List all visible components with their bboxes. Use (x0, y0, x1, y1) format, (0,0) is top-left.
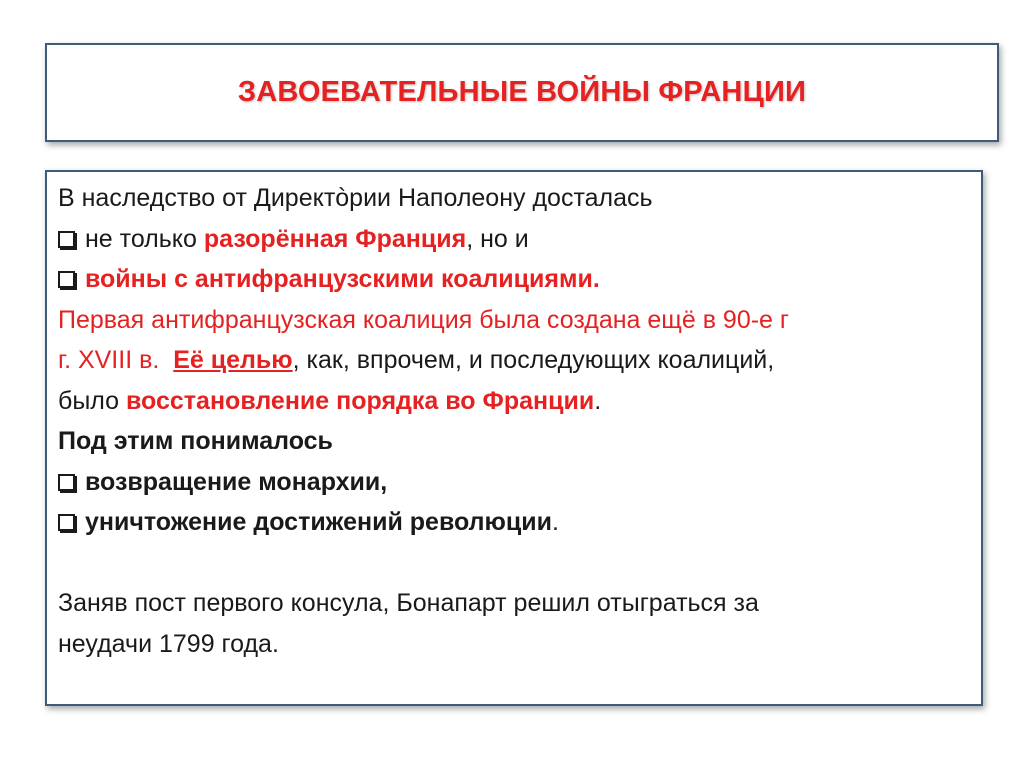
checkbox-bullet-icon (58, 474, 75, 491)
restoration-pre: было (58, 386, 127, 415)
checkbox-bullet-icon (58, 231, 75, 248)
text-line-consul (58, 583, 981, 624)
bullet-text-highlight: разорённая Франция (203, 224, 467, 253)
goal-label: Её целью (173, 346, 293, 374)
goal-text: , как, впрочем, и последующих коалиций, (292, 346, 775, 374)
bullet-text-bold: уничтожение достижений революции (85, 508, 552, 536)
failures-text: неудачи 1799 года. (58, 629, 279, 658)
bullet-item-revolution (58, 502, 981, 543)
checkbox-bullet-icon (58, 271, 75, 288)
blank-line (58, 543, 981, 584)
consul-text: Заняв пост первого консула, Бонапарт решил отыграться за (58, 589, 759, 617)
bullet-item-wars (58, 259, 981, 300)
bullet-text-pre: не только (85, 224, 204, 253)
intro-text: В наследство от Директòрии Наполеону досталась (58, 184, 653, 212)
coalition-text: Первая антифранцузская коалиция была создана ещё в 90-е г (58, 305, 790, 334)
slide-title: ЗАВОЕВАТЕЛЬНЫЕ ВОЙНЫ ФРАНЦИИ (237, 76, 807, 108)
bullet-text-post: . (551, 508, 559, 536)
bullet-item-monarchy (58, 462, 981, 503)
title-box (45, 43, 999, 142)
checkbox-bullet-icon (58, 514, 75, 531)
text-line-meaning (58, 421, 981, 462)
text-line-restoration (58, 381, 981, 422)
meaning-text: Под этим понималось (58, 427, 333, 455)
text-line-goal (58, 340, 981, 381)
restoration-highlight: восстановление порядка во Франции (126, 386, 595, 415)
text-line-failures (58, 624, 981, 665)
bullet-text: возвращение монархии, (85, 467, 388, 496)
text-line-first-coalition (58, 300, 981, 341)
restoration-post: . (594, 386, 602, 415)
content-box (45, 170, 983, 706)
century-text: г. XVIII в. (58, 346, 160, 374)
text-line-intro (58, 178, 981, 219)
bullet-text-highlight: войны с антифранцузскими коалициями. (85, 265, 600, 293)
bullet-text-post: , но и (466, 224, 529, 253)
bullet-item-ruined-france (58, 219, 981, 260)
